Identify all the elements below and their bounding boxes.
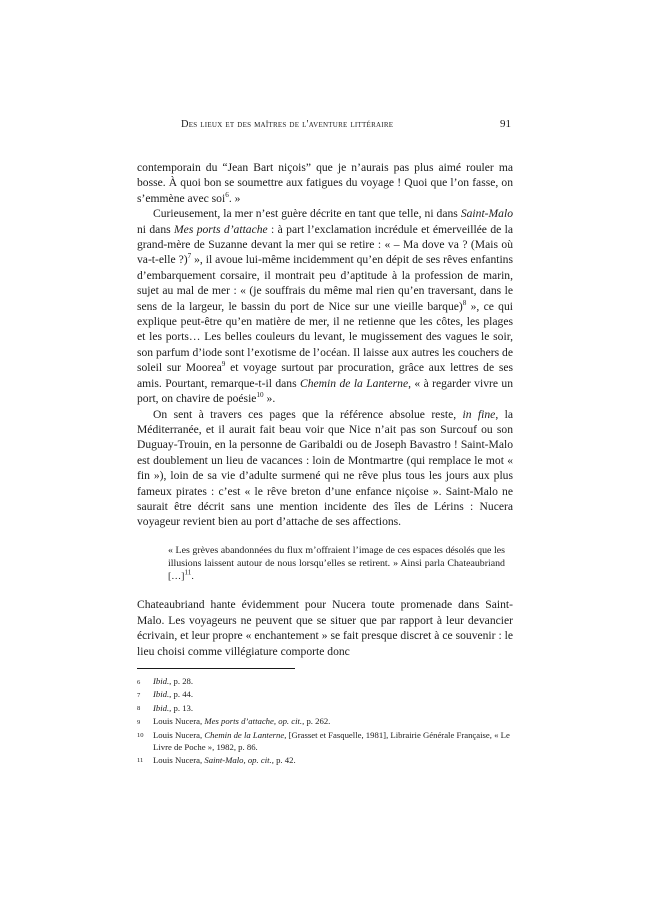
text-run: Chateaubriand hante évidemment pour Nucera toute promenade dans Saint-Malo. Les voyageurs ne peuvent que se situer que par rapport à leur devancier écrivain, et leur propre « enchantement » se fait presque discret à ce souvenir : le lieu choisi comme villégiature comporte donc (137, 598, 513, 658)
text-run: », ce qui explique peut-être qu’en matière de mer, il ne retienne que les côtes, les plages et les ports… Les belles couleurs du levant, le mugissement des vagues le soir, son parfum d’iode sont l’exotisme de l’océan. Il laisse aux autres les couchers de soleil sur Moorea (137, 299, 513, 375)
footnote-text (153, 755, 513, 767)
footnote-number[interactable]: 6 (137, 678, 141, 686)
footnote-number[interactable]: 7 (137, 691, 141, 699)
footnote-text (153, 689, 513, 701)
text-run: , p. 42. (271, 754, 296, 765)
text-run: », il avoue lui-même incidemment qu’en dépit de ses rêves enfantins d’embarquement corsaire, il montrait peu d’aptitude à la profession de marin, sujet au mal de mer : « (je souffrais du même mal rien qu’en traversant, dans le sens de la largeur, le bassin du port de Nice sur une vieille barque) (137, 253, 513, 313)
running-head-title: Des lieux et des maîtres de l'aventure littéraire (181, 119, 394, 130)
footnotes-section (137, 668, 513, 768)
italic-title: Ibid. (153, 702, 170, 713)
italic-title: Saint-Malo, op. cit. (204, 754, 272, 765)
text-run: , la Méditerranée, et il aurait fait beau voir que Nice n’ait pas son Surcouf ou son Duguay-Trouin, en la personne de Garibaldi ou de Joseph Bavastro ! Saint-Malo est doublement un lieu de vacances : loin de Montmartre (qui remplace le mot « fin »), loin de sa vie d’adulte surmené qui ne rêve plus tous les jours aux plus fameux pirates : c’est « le rêve breton d’une enfance niçoise ». Saint-Malo ne saurait être décrit sans une mention incidente des îles de Lérins : Nucera voyageur revient bien au port d’attache de ses affections. (137, 407, 513, 529)
footnote-number[interactable]: 8 (137, 705, 141, 713)
body-paragraph (137, 160, 513, 206)
footnote-number[interactable]: 10 (137, 732, 144, 740)
italic-title: Saint-Malo (460, 207, 513, 221)
text-run: Louis Nucera, (153, 754, 205, 765)
text-run: , p. 44. (169, 689, 194, 700)
text-run: Curieusement, la mer n’est guère décrite en tant que telle, ni dans (153, 207, 461, 221)
footnote-text (153, 716, 513, 728)
page-content (137, 118, 513, 659)
footnote-item (137, 716, 513, 728)
text-run: et voyage surtout par procuration, grâce aux lettres de ses amis. Pourtant, remarque-t-il dans (137, 361, 514, 390)
footnote-number[interactable]: 11 (137, 757, 144, 765)
footnote-item (137, 703, 513, 715)
footnote-reference-marker[interactable]: 9 (221, 360, 226, 369)
text-run: : à part l’exclamation incrédule et émerveillée de la grand-mère de Suzanne devant la mer qui se retire : « – Ma dove va ? (Mais où va-t-elle ?) (137, 222, 513, 267)
text-run: , « à regarder vivre un port, on chavire de poésie (137, 376, 513, 406)
text-run: « Les grèves abandonnées du flux m’offraient l’image de ces espaces désolés que les illusions laissent autour de nous lorsqu’elles se retirent. » Ainsi parla Chateaubriand […] (168, 544, 505, 583)
footnote-reference-marker[interactable]: 7 (187, 252, 192, 261)
italic-title: Chemin de la Lanterne (204, 729, 285, 740)
italic-title: Ibid. (153, 676, 170, 686)
footnote-separator-rule (137, 668, 295, 669)
text-run: , p. 28. (169, 676, 194, 686)
footnote-reference-marker[interactable]: 6 (225, 190, 229, 199)
body-text-block (137, 160, 513, 659)
footnote-item (137, 755, 513, 767)
footnote-text (153, 676, 513, 688)
footnote-item (137, 730, 513, 753)
footnote-reference-marker[interactable]: 8 (462, 298, 467, 307)
italic-title: Mes ports d’attache (174, 222, 268, 236)
text-run: , p. 262. (302, 716, 331, 727)
footnote-text (153, 730, 513, 753)
footnote-reference-marker[interactable]: 11 (184, 568, 192, 577)
text-run: , p. 13. (169, 702, 194, 713)
text-run: contemporain du “Jean Bart niçois” que je n’aurais pas plus aimé rouler ma bosse. À quoi bon se soumettre aux fatigues du voyage ! Quoi que l’on fasse, on s’emmène avec soi (137, 161, 513, 205)
text-run: , [Grasset et Fasquelle, 1981], Librairie Générale Française, « Le Livre de Poche », 1982, p. 86. (153, 729, 510, 752)
footnote-item (137, 689, 513, 701)
footnote-reference-marker[interactable]: 10 (256, 391, 264, 400)
text-run: ni dans (137, 222, 175, 236)
body-paragraph (137, 407, 513, 530)
running-head (137, 118, 513, 130)
body-paragraph (137, 206, 513, 406)
italic-title: Ibid. (153, 689, 170, 700)
text-run: On sent à travers ces pages que la référence absolue reste, (153, 407, 463, 421)
paragraph-group-before-quote (137, 160, 513, 530)
text-run: Louis Nucera, (153, 729, 205, 740)
text-run: ». (263, 392, 276, 406)
text-run: . (191, 571, 194, 583)
footnote-number[interactable]: 9 (137, 718, 141, 726)
paragraph-group-after-quote (137, 597, 513, 659)
footnote-list (137, 676, 513, 767)
footnote-item (137, 676, 513, 688)
page-number: 91 (500, 118, 511, 130)
italic-title: in fine (462, 407, 496, 421)
body-paragraph (137, 597, 513, 659)
footnote-text (153, 703, 513, 715)
text-run: . » (228, 191, 241, 205)
block-quotation (137, 544, 513, 584)
text-run: Louis Nucera, (153, 716, 205, 727)
italic-title: Mes ports d’attache, op. cit. (204, 716, 303, 727)
blockquote-body (137, 544, 513, 584)
blockquote-line (168, 544, 505, 584)
italic-title: Chemin de la Lanterne (300, 376, 409, 390)
